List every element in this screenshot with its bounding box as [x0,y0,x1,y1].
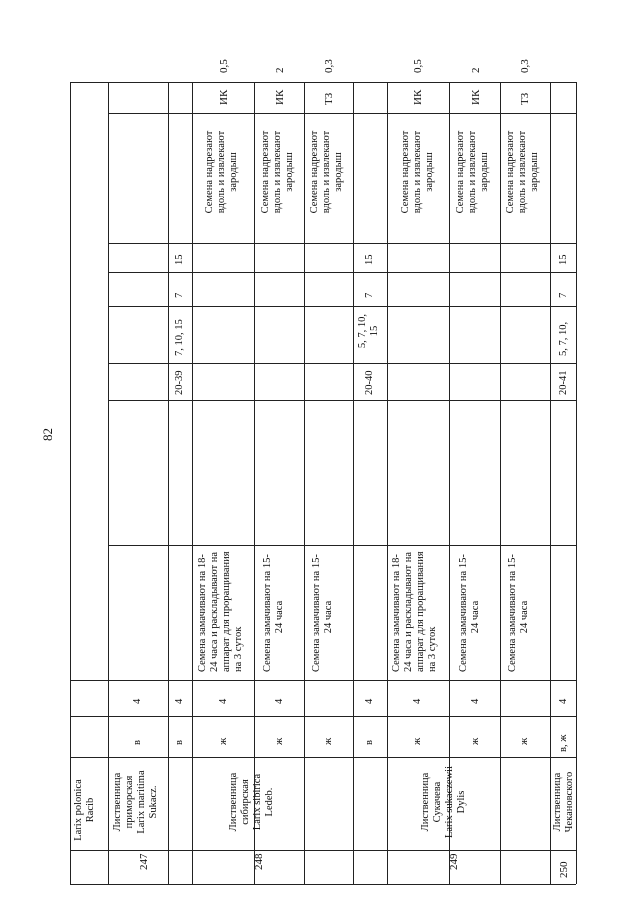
seed-type: в [132,740,143,745]
preparation-text: Семена замачивают на 15- 24 часа [458,554,481,672]
sample-size: 0,5 [412,59,424,73]
row-number: 249 [448,853,460,870]
temperature: 20-40 [364,370,375,395]
seed-type: ж [218,737,229,745]
temperature: 20-41 [558,370,569,395]
last-count: 15 [558,254,569,265]
sample-size: 0,3 [323,59,335,73]
replicate-days: 4 [558,698,569,704]
replicate-days: 4 [274,698,285,704]
method: ИК [412,89,424,105]
count-days: 5, 7, 10, 15 [357,313,380,349]
seed-type: ж [323,737,334,745]
method: ИК [218,89,230,105]
note-text: Семена надрезают вдоль и извлекают зародыш [455,130,490,214]
method: ИК [274,89,286,105]
preparation-text: Семена замачивают на 18- 24 часа и раскладывают на аппарат для проращивания на 3 суток [391,551,438,672]
row-number: 247 [138,853,150,870]
seed-type: ж [412,737,423,745]
preparation-text: Семена замачивают на 15- 24 часа [262,554,285,672]
count-days: 7, 10, 15 [174,319,185,356]
method: ТЗ [323,92,335,105]
species-name: Лиственница Чекановского [552,771,575,833]
species-name: Лиственница приморская Larix maritima Sukacz. [112,770,159,834]
sample-size: 2 [470,67,482,73]
preparation-text: Семена замачивают на 15- 24 часа [507,554,530,672]
seed-type: в [364,740,375,745]
seed-type: ж [470,737,481,745]
replicate-days: 4 [174,698,185,704]
last-count: 15 [174,254,185,265]
replicate-days: 4 [364,698,375,704]
sample-size: 0,3 [519,59,531,73]
note-text: Семена надрезают вдоль и извлекают зародыш [260,130,295,214]
last-count: 15 [364,254,375,265]
count-days: 5, 7, 10, [558,321,569,356]
replicate-days: 4 [470,698,481,704]
method: ИК [470,89,482,105]
row-number: 250 [558,861,570,878]
first-count: 7 [174,292,185,298]
note-text: Семена надрезают вдоль и извлекают зародыш [400,130,435,214]
note-text: Семена надрезают вдоль и извлекают зародыш [204,130,239,214]
sample-size: 0,5 [218,59,230,73]
first-count: 7 [364,292,375,298]
temperature: 20-39 [174,370,185,395]
replicate-days: 4 [218,698,229,704]
note-text: Семена надрезают вдоль и извлекают зародыш [309,130,344,214]
replicate-days: 4 [412,698,423,704]
seed-type: в, ж [558,734,569,752]
seed-type: ж [274,737,285,745]
species-name: Larix polonica Racib [73,779,96,841]
species-name: Лиственница Сукачева Larix sukaczewii Dylis [420,766,467,839]
row-number: 248 [253,853,265,870]
preparation-text: Семена замачивают на 18- 24 часа и раскладывают на аппарат для проращивания на 3 суток [197,551,244,672]
species-name: Лиственница сибирская Larix sibirica Ledeb. [228,772,275,832]
sample-size: 2 [274,67,286,73]
preparation-text: Семена замачивают на 15- 24 часа [311,554,334,672]
seed-type: в [174,740,185,745]
first-count: 7 [558,292,569,298]
note-text: Семена надрезают вдоль и извлекают зародыш [505,130,540,214]
seed-type: ж [519,737,530,745]
page-number: 82 [40,428,55,441]
method: ТЗ [519,92,531,105]
replicate-days: 4 [132,698,143,704]
